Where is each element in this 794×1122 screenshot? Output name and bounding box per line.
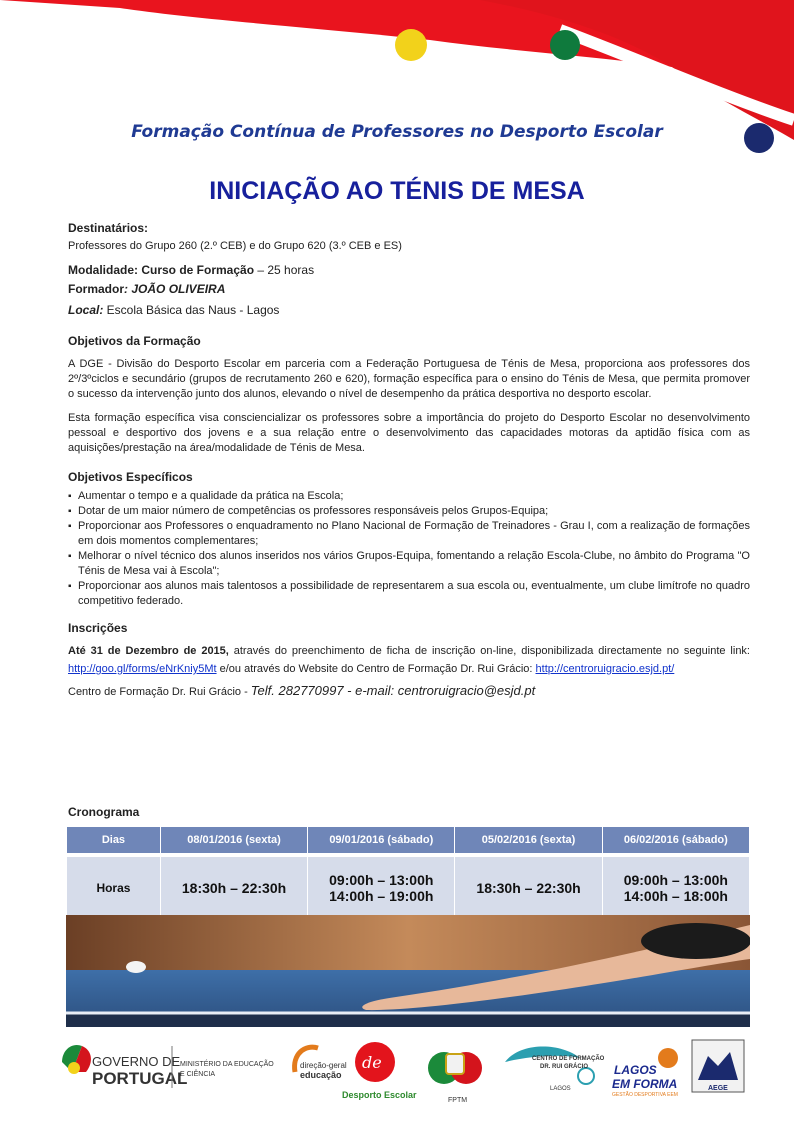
cell-line: 09:00h – 13:00h xyxy=(329,872,434,888)
centro-line-2: DR. RUI GRÁCIO xyxy=(540,1064,588,1070)
website-link[interactable]: http://centroruigracio.esjd.pt/ xyxy=(535,663,675,675)
ministerio-line-1: MINISTÉRIO DA EDUCAÇÃO xyxy=(180,1061,274,1068)
green-ball-icon xyxy=(550,30,580,60)
local-text: Escola Básica das Naus - Lagos xyxy=(103,303,280,317)
modalidade-text: – 25 horas xyxy=(254,263,315,277)
column-header: 05/02/2016 (sexta) xyxy=(455,827,602,856)
list-item: ▪ Dotar de um maior número de competências os professores responsáveis pelos Grupos-Equipa; xyxy=(68,504,750,519)
lagos-em-forma-logo xyxy=(612,1048,678,1098)
table-cell xyxy=(308,855,455,920)
contact-prefix: Centro de Formação Dr. Rui Grácio - xyxy=(68,686,251,698)
list-item: ▪ Proporcionar aos alunos mais talentosos a possibilidade de representarem a sua escola ou, eventualmente, um clube limítrofe no quadro competitivo federado. xyxy=(68,579,750,609)
column-header: 06/02/2016 (sábado) xyxy=(602,827,749,856)
modalidade-label: Modalidade: Curso de Formação xyxy=(68,263,255,277)
contact-line xyxy=(68,683,750,700)
cronograma-heading: Cronograma xyxy=(68,805,140,819)
cell-line: 14:00h – 19:00h xyxy=(329,888,434,904)
form-link[interactable]: http://goo.gl/forms/eNrKniy5Mt xyxy=(68,663,217,675)
centro-line-1: CENTRO DE FORMAÇÃO xyxy=(532,1056,605,1062)
header-banner xyxy=(0,0,794,170)
dge-line-2: educação xyxy=(300,1070,342,1080)
column-header: 08/01/2016 (sexta) xyxy=(160,827,307,856)
lagos-line-2: EM FORMA xyxy=(612,1077,678,1091)
paddle-icon xyxy=(641,923,750,959)
aege-label: AEGE xyxy=(708,1085,728,1092)
destinatarios-text: Professores do Grupo 260 (2.º CEB) e do Grupo 620 (3.º CEB e ES) xyxy=(68,240,402,252)
list-item: ▪ Aumentar o tempo e a qualidade da prática na Escola; xyxy=(68,489,750,504)
table-cell xyxy=(160,855,307,920)
centro-formacao-logo xyxy=(505,1046,605,1092)
especificos-heading: Objetivos Específicos xyxy=(68,470,193,484)
inscricoes-heading: Inscrições xyxy=(68,621,128,635)
column-header: Dias xyxy=(67,827,161,856)
table-row xyxy=(67,855,750,920)
desporto-escolar-logo xyxy=(342,1042,417,1100)
dge-line-1: direção-geral xyxy=(300,1061,347,1070)
table-cell xyxy=(455,855,602,920)
inscricoes-paragraph xyxy=(68,642,750,678)
lagos-line-1: LAGOS xyxy=(614,1063,657,1077)
formador xyxy=(68,282,750,297)
formador-label: Formador xyxy=(68,282,125,296)
dge-logo xyxy=(295,1047,347,1080)
local xyxy=(68,303,750,318)
inscricoes-deadline: Até 31 de Dezembro de 2015, xyxy=(68,645,229,657)
especificos-list xyxy=(68,489,750,609)
contact-info: Telf. 282770997 - e-mail: centroruigracio@esjd.pt xyxy=(250,683,536,698)
objetivos-paragraph-1: A DGE - Divisão do Desporto Escolar em parceria com a Federação Portuguesa de Ténis de Mesa, proporciona aos professores dos 2º/3ºciclos e secundário (grupos de recrutamento 260 e 620), formação específica para o ensino do Ténis de Mesa, que permita promover o sucesso da intervenção junto dos alunos, elevando o nível de desempenho da prática desportiva no desporto escolar. xyxy=(68,358,750,400)
lagos-line-3: GESTÃO DESPORTIVA EEM xyxy=(612,1092,678,1098)
ministerio-line-2: E CIÊNCIA xyxy=(180,1071,216,1078)
table-header-row xyxy=(67,827,750,856)
column-header: 09/01/2016 (sábado) xyxy=(308,827,455,856)
fptm-label: FPTM xyxy=(448,1097,468,1104)
subtitle: Formação Contínua de Professores no Desporto Escolar xyxy=(131,122,663,142)
inscricoes-text-2: e/ou através do Website do Centro de Formação Dr. Rui Grácio: xyxy=(216,663,536,675)
player-silhouette-icon xyxy=(29,31,100,170)
governo-line-2: PORTUGAL xyxy=(92,1069,188,1088)
governo-logo xyxy=(62,1045,274,1088)
list-item: ▪ Proporcionar aos Professores o enquadramento no Plano Nacional de Formação de Treinadores - Grau I, com a realização de formações em dois momentos complementares; xyxy=(68,519,750,549)
page-title: INICIAÇÃO AO TÉNIS DE MESA xyxy=(209,177,585,205)
cell-line: 09:00h – 13:00h xyxy=(623,872,728,888)
modalidade xyxy=(68,263,750,278)
destinatarios-label: Destinatários: xyxy=(68,221,149,235)
formador-name: : JOÃO OLIVEIRA xyxy=(124,282,226,296)
cronograma-table xyxy=(66,826,750,920)
svg-text:de: de xyxy=(362,1053,382,1072)
ball-icon xyxy=(126,961,146,973)
local-label: Local: xyxy=(68,303,104,317)
cell-line: 14:00h – 18:00h xyxy=(623,888,728,904)
governo-line-1: GOVERNO DE xyxy=(92,1054,181,1069)
cell-line: 18:30h – 22:30h xyxy=(181,880,287,896)
objetivos-paragraph-2: Esta formação específica visa consciencializar os professores sobre a importância do projeto do Desporto Escolar no desenvolvimento pessoal e desportivo dos jovens e a sua relação entre o desenvolvimento das capacidades motoras da aptidão física com as aquisições/prestação na área/modalidade de Ténis de Mesa. xyxy=(68,412,750,454)
fptm-logo xyxy=(428,1052,482,1104)
row-label: Horas xyxy=(67,855,161,920)
objetivos-heading: Objetivos da Formação xyxy=(68,334,201,348)
logos-strip xyxy=(0,1032,794,1122)
main-content xyxy=(68,221,750,700)
inscricoes-text-1: através do preenchimento de ficha de inscrição on-line, disponibilizada directamente no seguinte link: xyxy=(228,645,750,657)
aege-logo xyxy=(692,1040,744,1092)
cell-line: 18:30h – 22:30h xyxy=(476,880,581,896)
list-item: ▪ Melhorar o nível técnico dos alunos inseridos nos vários Grupos-Equipa, fomentando a relação Escola-Clube, no âmbito do Programa "O Ténis de Mesa vai à Escola"; xyxy=(68,549,750,579)
table-tennis-photo xyxy=(66,915,750,1027)
centro-line-3: LAGOS xyxy=(550,1086,571,1092)
yellow-ball-icon xyxy=(395,29,427,61)
table-cell xyxy=(602,855,749,920)
desporto-escolar-label: Desporto Escolar xyxy=(342,1090,417,1100)
